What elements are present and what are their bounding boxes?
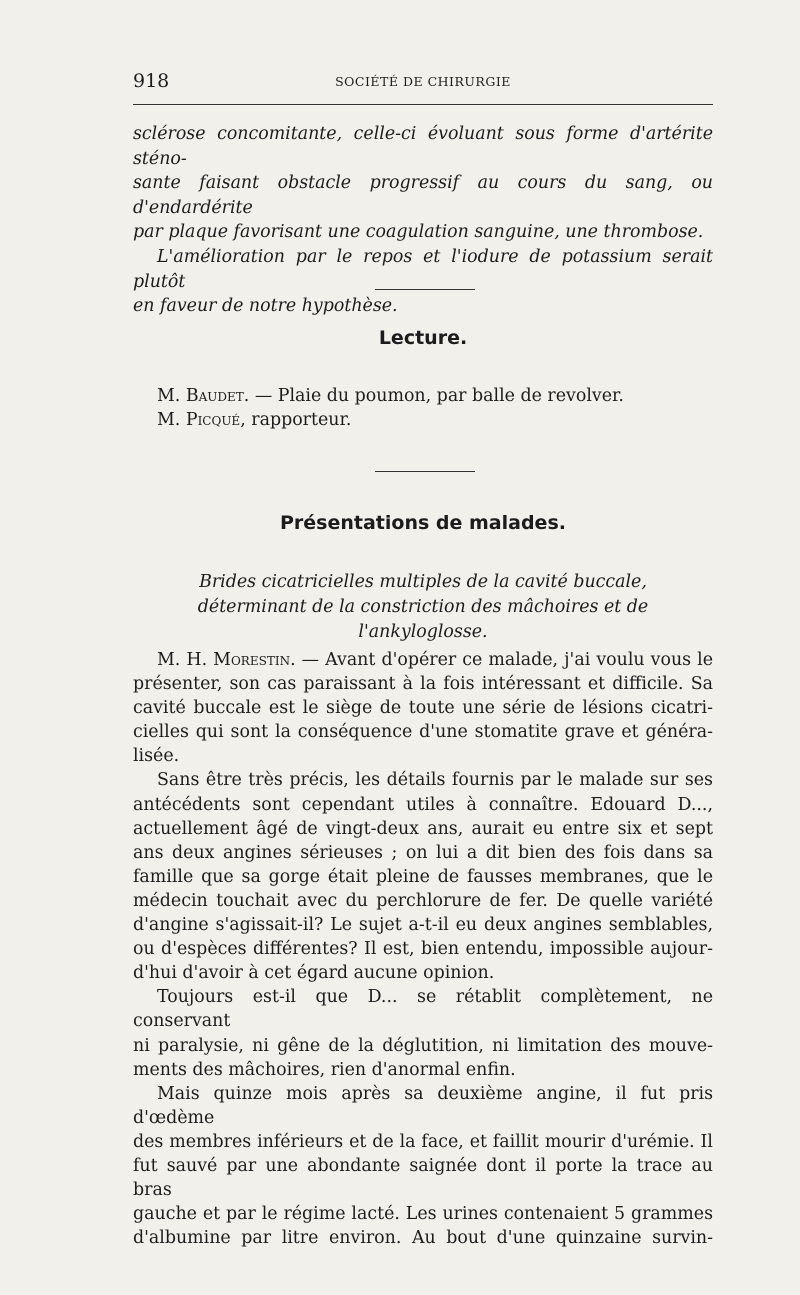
lecture-entry — [133, 384, 713, 408]
text-line: gauche et par le régime lacté. Les urines contenaient 5 grammes — [133, 1204, 713, 1225]
running-title: SOCIÉTÉ DE CHIRURGIE — [335, 74, 511, 89]
text-line: ni paralysie, ni gêne de la déglutition, ni limitation des mouve- — [133, 1035, 713, 1056]
text-line: Toujours est-il que D... se rétablit complètement, ne conservant — [133, 987, 713, 1032]
text-line: fut sauvé par une abondante saignée dont il porte la trace au bras — [133, 1155, 713, 1201]
page-number: 918 — [133, 70, 170, 92]
text-line: actuellement âgé de vingt-deux ans, aurait eu entre six et sept — [133, 818, 713, 839]
section-divider — [375, 471, 475, 472]
text-line — [133, 648, 713, 672]
lecture-heading: Lecture. — [378, 327, 468, 349]
text-line: L'amélioration par le repos et l'iodure de potassium serait plutôt — [133, 246, 713, 292]
text-span: — Avant d'opérer ce malade, j'ai voulu vous le — [295, 650, 713, 670]
case-subtitle — [133, 570, 713, 645]
text-line: présenter, son cas paraissant à la fois intéressant et difficile. Sa — [133, 674, 713, 695]
author-name: M. H. Morestin. — [157, 650, 296, 670]
page-header — [133, 70, 713, 98]
header-rule — [133, 104, 713, 105]
text-line: ou d'espèces différentes? Il est, bien entendu, impossible aujour- — [133, 939, 713, 960]
section-divider — [375, 289, 475, 290]
rapporteur-name: M. Picqué, — [157, 410, 246, 430]
text-line: des membres inférieurs et de la face, et faillit mourir d'urémie. Il — [133, 1131, 713, 1152]
lecture-entry — [133, 408, 713, 432]
presentations-heading: Présentations de malades. — [280, 512, 566, 534]
rapporteur-label: rapporteur. — [245, 410, 352, 430]
body-text — [133, 648, 713, 1250]
text-line: d'albumine par litre environ. Au bout d'une quinzaine survin- — [133, 1228, 713, 1249]
text-line: Sans être très précis, les détails fournis par le malade sur ses — [157, 770, 713, 791]
subtitle-line: Brides cicatricielles multiples de la cavité buccale, — [199, 572, 647, 592]
text-line: médecin touchait avec du perchlorure de fer. De quelle variété — [133, 890, 713, 911]
subtitle-line: déterminant de la constriction des mâchoires et de l'ankyloglosse. — [197, 597, 649, 642]
lecture-entries — [133, 384, 713, 432]
text-line: famille que sa gorge était pleine de fausses membranes, que le — [133, 866, 713, 887]
text-line: sante faisant obstacle progressif au cours du sang, ou d'endardérite — [133, 173, 713, 218]
text-line: lisée. — [133, 746, 180, 767]
text-line: par plaque favorisant une coagulation sanguine, une thrombose. — [133, 222, 704, 243]
text-line: en faveur de notre hypothèse. — [133, 296, 398, 317]
text-line: Mais quinze mois après sa deuxième angine, il fut pris d'œdème — [133, 1083, 713, 1128]
lecture-title: — Plaie du poumon, par balle de revolver. — [249, 386, 624, 406]
text-line: d'angine s'agissait-il? Le sujet a-t-il eu deux angines semblables, — [133, 915, 713, 936]
text-line: antécédents sont cependant utiles à connaître. Edouard D..., — [133, 794, 713, 815]
text-line: d'hui d'avoir à cet égard aucune opinion. — [133, 963, 495, 984]
text-line: cielles qui sont la conséquence d'une stomatite grave et généra- — [133, 722, 713, 743]
text-line: ans deux angines sérieuses ; on lui a dit bien des fois dans sa — [133, 842, 713, 863]
text-line: cavité buccale est le siège de toute une série de lésions cicatri- — [133, 698, 713, 719]
text-line: sclérose concomitante, celle-ci évoluant sous forme d'artérite sténo- — [133, 124, 713, 169]
text-line: ments des mâchoires, rien d'anormal enfin. — [133, 1059, 516, 1080]
author-name: M. Baudet. — [157, 386, 250, 406]
